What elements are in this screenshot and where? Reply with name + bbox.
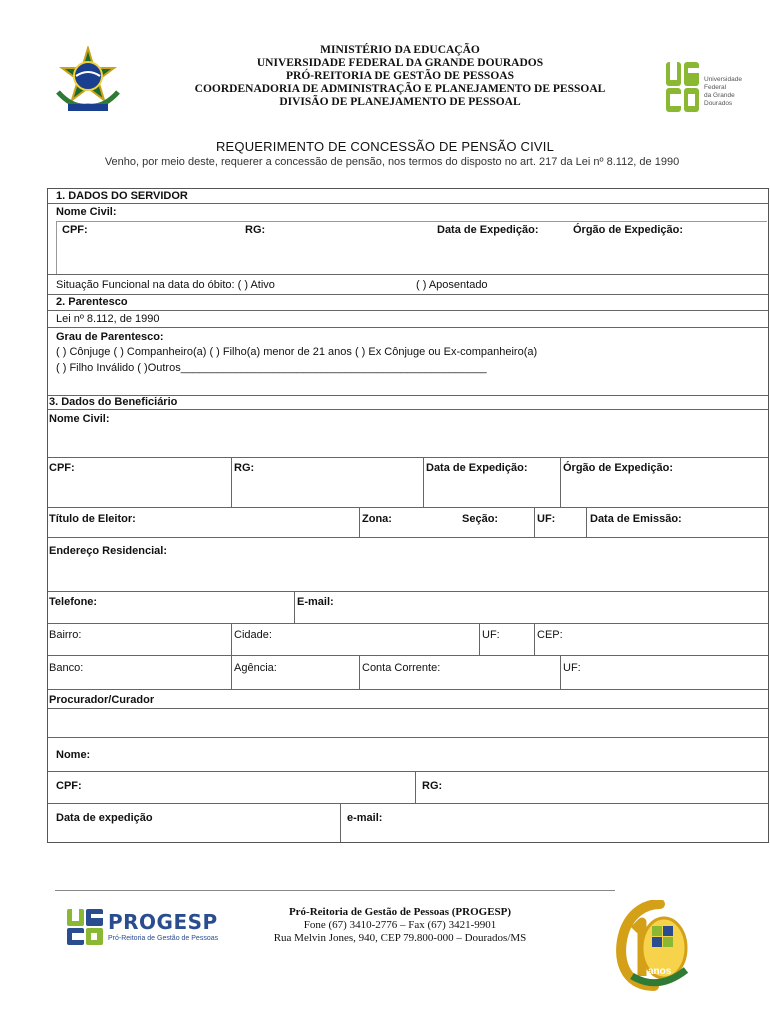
section3-nome-civil-label[interactable]: Nome Civil: bbox=[49, 413, 110, 425]
ten-years-label: anos bbox=[648, 966, 672, 977]
footer-block bbox=[240, 906, 560, 945]
section1-data-expedicao-label: Data de Expedição: bbox=[437, 224, 539, 236]
section2-heading: 2. Parentesco bbox=[56, 296, 128, 308]
header-block bbox=[150, 44, 650, 109]
procurador-data-expedicao-label[interactable]: Data de expedição bbox=[56, 812, 153, 824]
header-line-ministerio: MINISTÉRIO DA EDUCAÇÃO bbox=[320, 44, 480, 56]
footer-phone: Fone (67) 3410-2776 – Fax (67) 3421-9901 bbox=[303, 919, 497, 931]
section3-heading: 3. Dados do Beneficiário bbox=[49, 396, 178, 408]
section3-telefone-label[interactable]: Telefone: bbox=[49, 596, 98, 608]
section1-cpf-label: CPF: bbox=[62, 224, 88, 236]
ten-years-badge-icon bbox=[614, 900, 696, 992]
footer-divider bbox=[55, 890, 615, 891]
section1-heading: 1. DADOS DO SERVIDOR bbox=[56, 190, 188, 202]
header-line-pro-reitoria: PRÓ-REITORIA DE GESTÃO DE PESSOAS bbox=[286, 70, 514, 82]
ufgd-logo bbox=[664, 60, 744, 116]
section2-opcoes-linha1[interactable]: ( ) Cônjuge ( ) Companheiro(a) ( ) Filho(a) menor de 21 anos ( ) Ex Cônjuge ou Ex-companheiro(a) bbox=[56, 346, 538, 358]
footer-address: Rua Melvin Jones, 940, CEP 79.800-000 – Dourados/MS bbox=[273, 932, 527, 944]
ufgd-logo-text-1: Universidade bbox=[704, 76, 742, 83]
section1-nome-civil-label: Nome Civil: bbox=[56, 206, 117, 218]
section3-banco-label[interactable]: Banco: bbox=[49, 662, 84, 674]
progesp-logo bbox=[66, 908, 236, 948]
section3-secao-label[interactable]: Seção: bbox=[462, 513, 499, 525]
ufgd-mark-icon bbox=[66, 908, 104, 946]
section3-data-emissao-label[interactable]: Data de Emissão: bbox=[590, 513, 682, 525]
intro-text: Venho, por meio deste, requerer a concessão de pensão, nos termos do disposto no art. 217 da Lei nº 8.112, de 1990 bbox=[104, 156, 680, 168]
footer-title: Pró-Reitoria de Gestão de Pessoas (PROGESP) bbox=[288, 906, 512, 918]
section1-situacao-ativo[interactable]: Situação Funcional na data do óbito: ( ) Ativo bbox=[56, 279, 275, 291]
section3-cep-label[interactable]: CEP: bbox=[537, 629, 563, 641]
section3-cidade-label[interactable]: Cidade: bbox=[234, 629, 272, 641]
section3-uf3-label[interactable]: UF: bbox=[563, 662, 581, 674]
procurador-nome-label[interactable]: Nome: bbox=[56, 749, 91, 761]
section3-agencia-label[interactable]: Agência: bbox=[234, 662, 277, 674]
section2-opcoes-linha2[interactable]: ( ) Filho Inválido ( )Outros__________________________________________________ bbox=[56, 362, 487, 374]
section2-grau-label: Grau de Parentesco: bbox=[56, 331, 164, 343]
progesp-logo-subtitle: Pró-Reitoria de Gestão de Pessoas bbox=[108, 935, 219, 942]
form-table bbox=[47, 188, 769, 843]
ufgd-logo-text-4: Dourados bbox=[704, 100, 733, 107]
section3-orgao-expedicao-label[interactable]: Órgão de Expedição: bbox=[563, 462, 674, 474]
procurador-heading: Procurador/Curador bbox=[49, 694, 155, 706]
brazil-coat-of-arms-icon bbox=[52, 46, 124, 116]
section3-data-expedicao-label[interactable]: Data de Expedição: bbox=[426, 462, 528, 474]
section3-conta-label[interactable]: Conta Corrente: bbox=[362, 662, 441, 674]
section3-uf2-label[interactable]: UF: bbox=[482, 629, 500, 641]
ufgd-logo-text-2: Federal bbox=[704, 84, 727, 91]
ufgd-mark-icon bbox=[664, 60, 704, 114]
section3-uf-label[interactable]: UF: bbox=[537, 513, 556, 525]
section3-zona-label[interactable]: Zona: bbox=[362, 513, 392, 525]
section3-titulo-eleitor-label[interactable]: Título de Eleitor: bbox=[49, 513, 136, 525]
procurador-cpf-label[interactable]: CPF: bbox=[56, 780, 82, 792]
document-title: REQUERIMENTO DE CONCESSÃO DE PENSÃO CIVIL bbox=[215, 139, 555, 154]
section3-email-label[interactable]: E-mail: bbox=[297, 596, 334, 608]
section1-orgao-expedicao-label: Órgão de Expedição: bbox=[573, 224, 684, 236]
section1-rg-label: RG: bbox=[245, 224, 266, 236]
ufgd-logo-text-3: da Grande bbox=[704, 92, 735, 99]
section1-aposentado-option[interactable]: ( ) Aposentado bbox=[416, 279, 488, 291]
procurador-email-label[interactable]: e-mail: bbox=[347, 812, 383, 824]
header-line-universidade: UNIVERSIDADE FEDERAL DA GRANDE DOURADOS bbox=[256, 57, 544, 69]
procurador-rg-label[interactable]: RG: bbox=[422, 780, 443, 792]
section3-rg-label[interactable]: RG: bbox=[234, 462, 255, 474]
progesp-logo-text: PROGESP bbox=[108, 910, 218, 934]
section3-cpf-label[interactable]: CPF: bbox=[49, 462, 75, 474]
header-line-coordenadoria: COORDENADORIA DE ADMINISTRAÇÃO E PLANEJAMENTO DE PESSOAL bbox=[194, 83, 606, 95]
section3-endereco-label[interactable]: Endereço Residencial: bbox=[49, 545, 167, 557]
section3-bairro-label[interactable]: Bairro: bbox=[49, 629, 82, 641]
section2-lei: Lei nº 8.112, de 1990 bbox=[56, 313, 160, 325]
header-line-divisao: DIVISÃO DE PLANEJAMENTO DE PESSOAL bbox=[279, 96, 521, 108]
